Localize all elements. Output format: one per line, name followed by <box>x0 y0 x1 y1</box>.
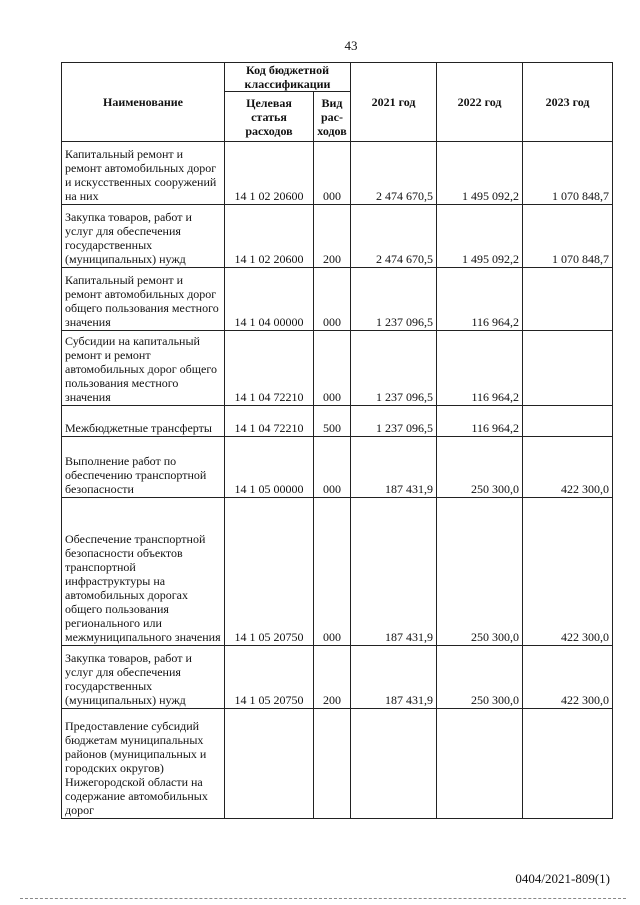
row-value-2022: 250 300,0 <box>437 646 523 709</box>
row-expense-type: 000 <box>314 142 351 205</box>
row-value-2021: 187 431,9 <box>351 437 437 498</box>
row-target-article: 14 1 05 20750 <box>225 646 314 709</box>
row-value-2023: 1 070 848,7 <box>523 205 613 268</box>
row-target-article: 14 1 02 20600 <box>225 142 314 205</box>
budget-table <box>61 62 613 819</box>
table-row <box>62 498 613 646</box>
bottom-rule <box>20 898 626 899</box>
table-row <box>62 709 613 819</box>
header-name: Наименование <box>62 63 225 142</box>
header-expense-type: Вид рас-ходов <box>314 92 351 142</box>
row-value-2023: 422 300,0 <box>523 498 613 646</box>
row-expense-type: 000 <box>314 498 351 646</box>
row-value-2021 <box>351 709 437 819</box>
row-target-article: 14 1 04 72210 <box>225 331 314 406</box>
row-value-2022: 116 964,2 <box>437 268 523 331</box>
row-expense-type: 200 <box>314 205 351 268</box>
table-row <box>62 205 613 268</box>
table-row <box>62 268 613 331</box>
row-value-2023 <box>523 268 613 331</box>
row-name: Капитальный ремонт и ремонт автомобильных дорог и искусственных сооружений на них <box>62 142 225 205</box>
row-value-2023: 422 300,0 <box>523 646 613 709</box>
row-expense-type: 000 <box>314 268 351 331</box>
row-value-2023 <box>523 709 613 819</box>
row-target-article: 14 1 04 72210 <box>225 406 314 437</box>
row-value-2022: 1 495 092,2 <box>437 142 523 205</box>
table-row <box>62 142 613 205</box>
row-target-article: 14 1 05 00000 <box>225 437 314 498</box>
row-value-2022: 250 300,0 <box>437 437 523 498</box>
row-value-2022: 250 300,0 <box>437 498 523 646</box>
row-name: Закупка товаров, работ и услуг для обеспечения государственных (муниципальных) нужд <box>62 205 225 268</box>
document-code: 0404/2021-809(1) <box>515 871 610 886</box>
row-name: Предоставление субсидий бюджетам муниципальных районов (муниципальных и городских округов) Нижегородской области на содержание автомобильных дорог <box>62 709 225 819</box>
row-name: Закупка товаров, работ и услуг для обеспечения государственных (муниципальных) нужд <box>62 646 225 709</box>
row-name: Межбюджетные трансферты <box>62 406 225 437</box>
row-target-article <box>225 709 314 819</box>
header-classification: Код бюджетной классификации <box>225 63 351 92</box>
row-value-2021: 187 431,9 <box>351 646 437 709</box>
header-year-2023: 2023 год <box>523 63 613 142</box>
header-target-article: Целевая статья расходов <box>225 92 314 142</box>
row-value-2023: 422 300,0 <box>523 437 613 498</box>
table-row <box>62 406 613 437</box>
row-expense-type <box>314 709 351 819</box>
row-value-2021: 1 237 096,5 <box>351 406 437 437</box>
row-value-2021: 1 237 096,5 <box>351 268 437 331</box>
row-value-2022: 116 964,2 <box>437 406 523 437</box>
row-value-2021: 1 237 096,5 <box>351 331 437 406</box>
row-target-article: 14 1 04 00000 <box>225 268 314 331</box>
row-value-2023 <box>523 331 613 406</box>
table-row <box>62 437 613 498</box>
row-name: Выполнение работ по обеспечению транспортной безопасности <box>62 437 225 498</box>
header-year-2021: 2021 год <box>351 63 437 142</box>
row-expense-type: 000 <box>314 437 351 498</box>
table-body <box>62 142 613 819</box>
row-value-2023: 1 070 848,7 <box>523 142 613 205</box>
page-number: 43 <box>344 38 358 53</box>
row-target-article: 14 1 02 20600 <box>225 205 314 268</box>
row-name: Субсидии на капитальный ремонт и ремонт автомобильных дорог общего пользования местного значения <box>62 331 225 406</box>
header-year-2022: 2022 год <box>437 63 523 142</box>
row-value-2021: 2 474 670,5 <box>351 205 437 268</box>
row-name: Капитальный ремонт и ремонт автомобильных дорог общего пользования местного значения <box>62 268 225 331</box>
row-expense-type: 200 <box>314 646 351 709</box>
row-value-2022: 1 495 092,2 <box>437 205 523 268</box>
row-expense-type: 500 <box>314 406 351 437</box>
row-name: Обеспечение транспортной безопасности объектов транспортной инфраструктуры на автомобильных дорогах общего пользования регионального или межмуниципального значения <box>62 498 225 646</box>
row-value-2022 <box>437 709 523 819</box>
row-expense-type: 000 <box>314 331 351 406</box>
row-value-2021: 2 474 670,5 <box>351 142 437 205</box>
row-target-article: 14 1 05 20750 <box>225 498 314 646</box>
row-value-2023 <box>523 406 613 437</box>
row-value-2021: 187 431,9 <box>351 498 437 646</box>
table-row <box>62 646 613 709</box>
table-row <box>62 331 613 406</box>
row-value-2022: 116 964,2 <box>437 331 523 406</box>
